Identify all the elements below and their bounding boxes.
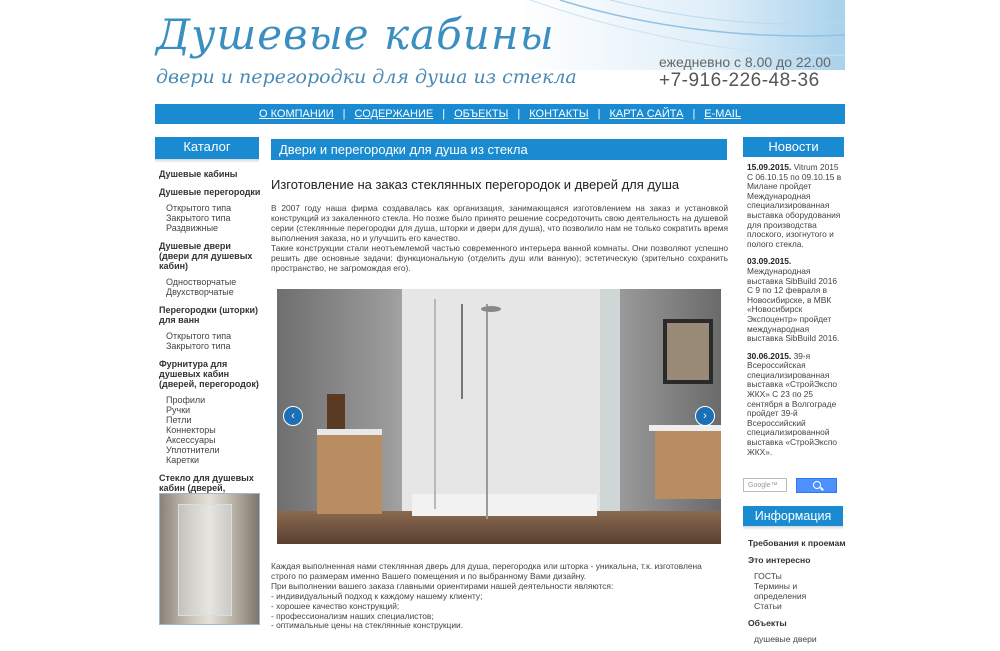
news-date: 30.06.2015. [747, 350, 792, 361]
main-nav [155, 104, 845, 124]
sidebar-shower-photo[interactable] [159, 493, 260, 625]
working-hours: ежедневно с 8.00 до 22.00 [659, 54, 831, 70]
page-title: Двери и перегородки для душа из стекла [271, 139, 727, 160]
catalog-item-glass[interactable]: Стекло для душевых кабин (дверей, [159, 473, 254, 493]
body-line: - профессионализм наших специалистов; [271, 610, 434, 621]
catalog-subitem[interactable]: Каретки [166, 455, 200, 465]
catalog-item-shower-cabins[interactable]: Душевые кабины [159, 169, 238, 179]
catalog-heading: Каталог [155, 137, 259, 159]
site-logo-title[interactable]: Душевые кабины [156, 10, 555, 59]
news-item[interactable] [747, 163, 843, 249]
info-item-objects[interactable]: Объекты [748, 618, 787, 628]
slider-next-button[interactable] [695, 406, 715, 426]
body-line: - хорошее качество конструкций; [271, 600, 400, 611]
news-list [747, 163, 843, 465]
nav-contacts[interactable]: КОНТАКТЫ [529, 108, 589, 120]
catalog-item-shower-doors[interactable]: Душевые двери (двери для душевых кабин) [159, 241, 253, 271]
body-text [271, 562, 728, 631]
body-line: Каждая выполненная нами стеклянная дверь для душа, перегородка или шторка - уникальна, т.к. изготовлена строго по размерам именно Вашего помещения и по выбранному Вами дизайну. [271, 561, 702, 581]
body-line: - оптимальные цены на стеклянные конструкции. [271, 620, 464, 631]
catalog-subitem[interactable]: Закрытого типа [166, 341, 231, 351]
catalog-subitem[interactable]: Аксессуары [166, 435, 216, 445]
news-date: 03.09.2015. [747, 256, 792, 267]
info-item-interesting[interactable]: Это интересно [748, 555, 811, 565]
nav-objects[interactable]: ОБЪЕКТЫ [454, 108, 509, 120]
chevron-right-icon: › [703, 410, 707, 422]
news-item[interactable] [747, 257, 843, 343]
nav-separator: | [597, 108, 601, 120]
info-menu [748, 538, 848, 651]
slider-prev-button[interactable] [283, 406, 303, 426]
catalog-item-bath-screens[interactable]: Перегородки (шторки) для ванн [159, 305, 259, 325]
info-subitem[interactable]: Термины и определения [754, 581, 807, 601]
news-date: 15.09.2015. [747, 162, 792, 172]
google-search-button[interactable] [796, 478, 837, 493]
glass-door-illustration [178, 504, 232, 616]
info-subitem[interactable]: ГОСТы [754, 571, 782, 581]
news-text: Vitrum 2015 С 06.10.15 по 09.10.15 в Милане пройдет Международная специализированная выставка оборудования для производства плоского, изогнутого и полого стекла. [747, 162, 842, 249]
catalog-subitem[interactable]: Профили [166, 395, 206, 405]
catalog-subitem[interactable]: Одностворчатые [166, 277, 237, 287]
intro-paragraph: В 2007 году наша фирма создавалась как организация, занимающаяся изготовлением на заказ и установкой конструкций из закаленного стекла. Но позже было принято решение сосредоточить свою деятельность на душевой серии (стеклянные перегородки для душа, шторки и двери для душа), что позволило нам не только сократить время выполнения заказа, но и улучшить его качество. [271, 203, 728, 243]
nav-separator: | [692, 108, 696, 120]
catalog-subitem[interactable]: Закрытого типа [166, 213, 231, 223]
google-search-input[interactable]: Google™ [743, 478, 787, 492]
nav-about[interactable]: О КОМПАНИИ [259, 108, 334, 120]
photo-slider [277, 289, 721, 544]
news-item[interactable] [747, 352, 843, 458]
catalog-item-fittings[interactable]: Фурнитура для душевых кабин (дверей, перегородок) [159, 359, 259, 389]
body-line: - индивидуальный подход к каждому нашему клиенту; [271, 590, 483, 601]
info-subitem[interactable]: душевые двери [754, 634, 817, 644]
catalog-subitem[interactable]: Открытого типа [166, 203, 232, 213]
nav-separator: | [442, 108, 446, 120]
catalog-subitem[interactable]: Двухстворчатые [166, 287, 234, 297]
section-heading: Изготовление на заказ стеклянных перегородок и дверей для душа [271, 177, 680, 192]
intro-paragraph: Такие конструкции стали неотъемлемой частью современного интерьера ванной комнаты. Они позволяют успешно решить две основные задачи: функциональную (отделить душ или ванную); эстетическую (зрительно сохранить пространство, не загромождая его). [271, 243, 728, 273]
catalog-subitem[interactable]: Уплотнители [166, 445, 220, 455]
news-heading: Новости [743, 137, 844, 157]
info-subitem[interactable]: Статьи [754, 601, 782, 611]
intro-text [271, 203, 728, 273]
phone-number: +7-916-226-48-36 [659, 70, 820, 91]
news-text: Международная выставка SibBuild 2016 С 9 по 12 февраля в Новосибирске, в МВК «Новосибирск Экспоцентр» пройдет международная выставка SibBuild 2016. [747, 265, 840, 344]
site-logo-subtitle: двери и перегородки для душа из стекла [156, 66, 577, 88]
nav-contents[interactable]: СОДЕРЖАНИЕ [354, 108, 434, 120]
nav-separator: | [517, 108, 521, 120]
nav-email[interactable]: E-MAIL [704, 108, 741, 120]
catalog-subitem[interactable]: Петли [166, 415, 192, 425]
search-icon [813, 481, 821, 489]
catalog-subitem[interactable]: Открытого типа [166, 331, 232, 341]
nav-sitemap[interactable]: КАРТА САЙТА [609, 108, 684, 120]
catalog-subitem[interactable]: Коннекторы [166, 425, 216, 435]
catalog-subitem[interactable]: Раздвижные [166, 223, 219, 233]
info-heading: Информация [743, 506, 843, 526]
news-text: 39-я Всероссийская специализированная выставка «СтройЭкспо ЖКХ» С 23 по 25 сентября в Волгограде пройдет 39-й Всероссийский специализированной выставка «СтройЭкспо ЖКХ». [747, 350, 838, 457]
nav-separator: | [342, 108, 346, 120]
chevron-left-icon: ‹ [291, 410, 295, 422]
bathroom-photo [277, 289, 721, 544]
catalog-item-shower-partitions[interactable]: Душевые перегородки [159, 187, 261, 197]
catalog-subitem[interactable]: Ручки [166, 405, 191, 415]
body-line: При выполнении вашего заказа главными ориентирами нашей деятельности являются: [271, 580, 614, 591]
info-item-requirements[interactable]: Требования к проемам [748, 538, 846, 548]
catalog-menu [159, 169, 263, 511]
